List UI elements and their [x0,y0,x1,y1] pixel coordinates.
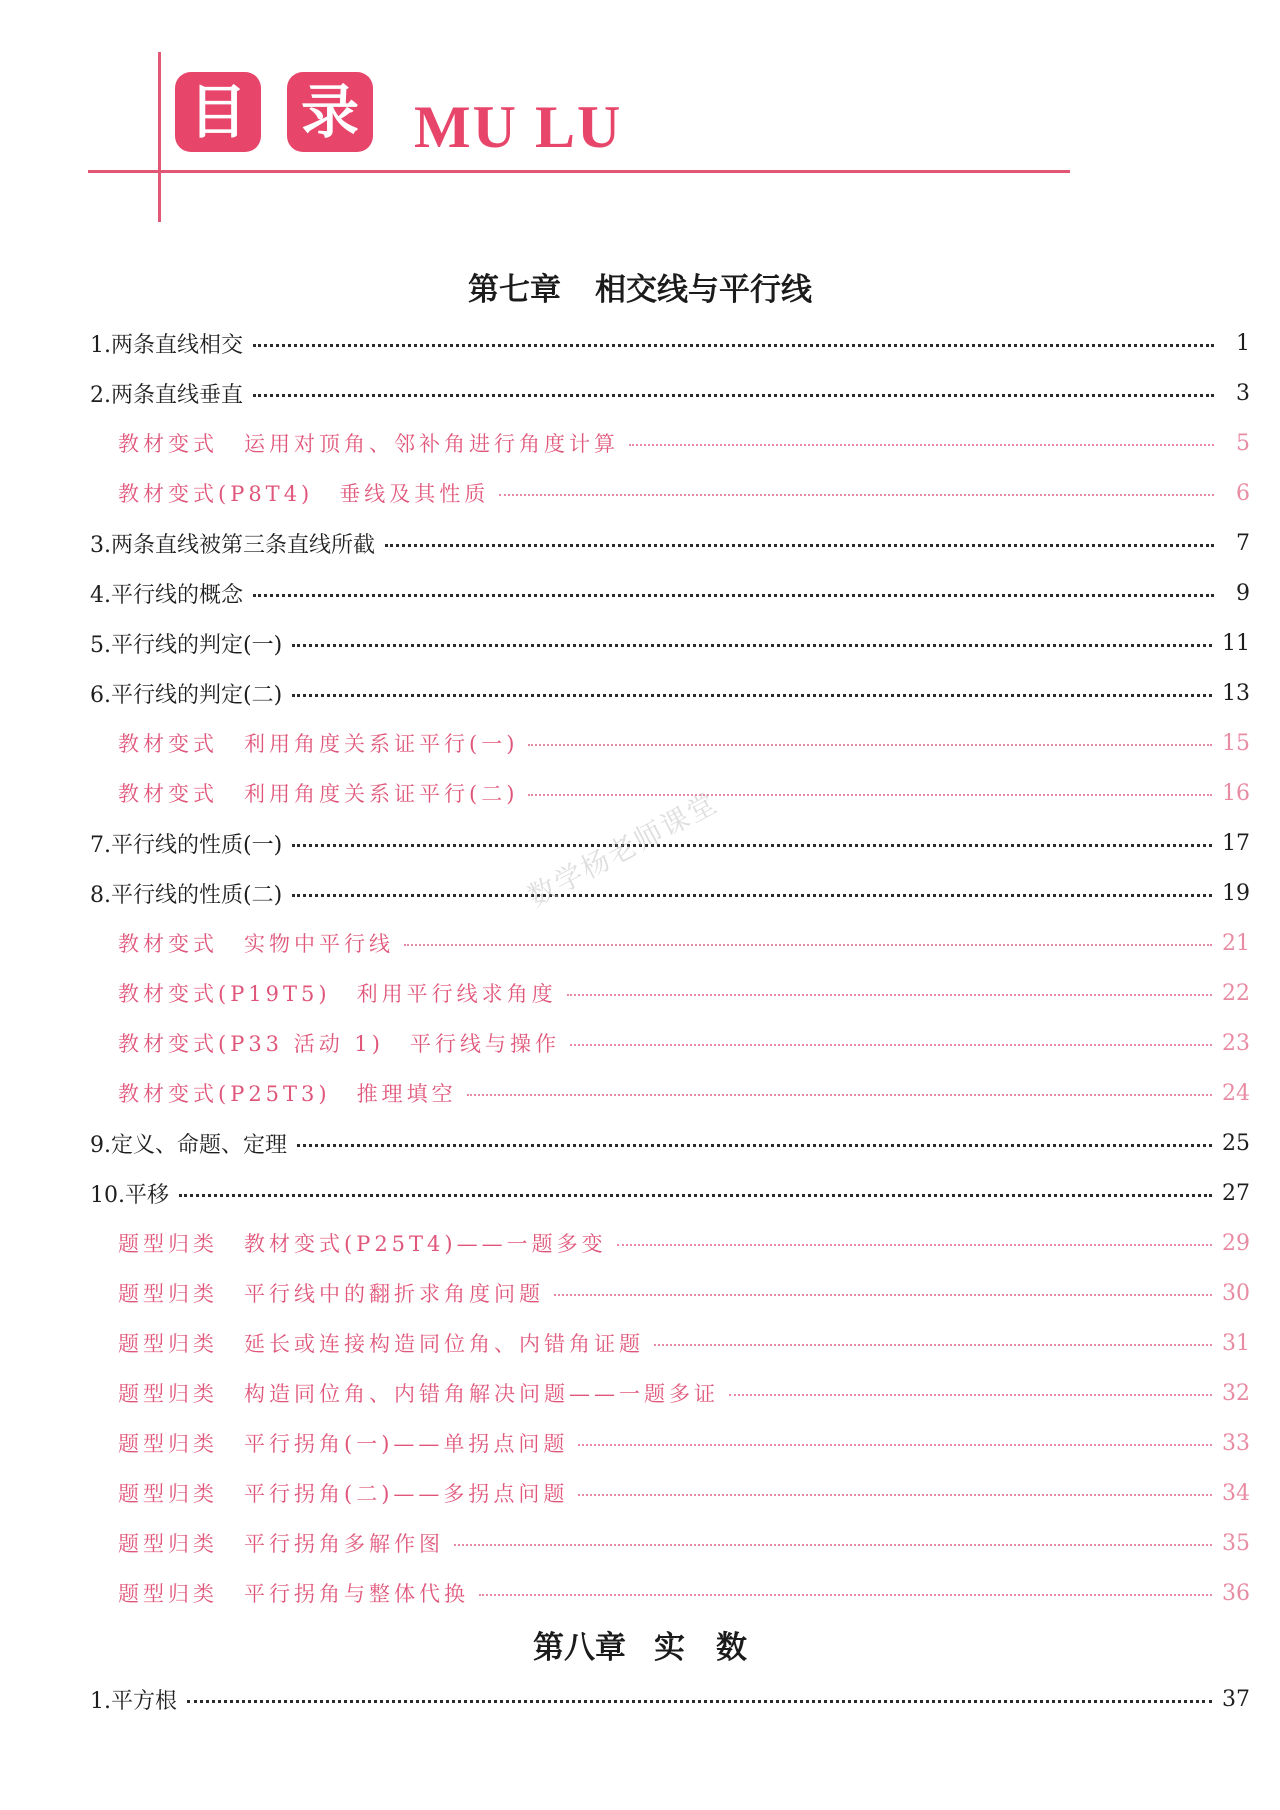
toc-subentry-label: 利用角度关系证平行(一) [244,732,519,756]
toc-subentry[interactable] [118,1476,1250,1510]
dot-leader [654,1344,1212,1346]
toc-entry[interactable] [90,526,1250,560]
toc-entry-page: 1 [1236,330,1250,356]
dot-leader [253,394,1214,397]
header-horizontal-rule [88,170,1070,173]
toc-subentry-tag: 教材变式(P8T4) [118,482,314,506]
dot-leader [617,1244,1212,1246]
toc-subentry-page: 15 [1222,730,1250,756]
toc-subentry[interactable] [118,1226,1250,1260]
dot-leader [528,744,1212,746]
toc-subentry-page: 16 [1222,780,1250,806]
toc-subentry-page: 6 [1236,480,1250,506]
dot-leader [554,1294,1212,1296]
chapter-title: 相交线与平行线 [595,272,812,308]
toc-subentry-tag: 教材变式 [118,782,218,806]
toc-subentry-tag: 教材变式(P25T3) [118,1082,331,1106]
toc-subentry-label: 平行拐角(二)——多拐点问题 [244,1482,569,1506]
toc-subentry[interactable] [118,1426,1250,1460]
toc-entry-page: 9 [1236,580,1250,606]
toc-subentry-page: 29 [1222,1230,1250,1256]
toc-entry[interactable] [90,376,1250,410]
toc-entry[interactable] [90,1682,1250,1716]
toc-subentry-page: 21 [1222,930,1250,956]
toc-entry-label: 5.平行线的判定(一) [90,632,283,658]
toc-entry-page: 19 [1222,880,1250,906]
toc-entry-label: 7.平行线的性质(一) [90,832,283,858]
toc-entry[interactable] [90,326,1250,360]
toc-subentry-label: 延长或连接构造同位角、内错角证题 [244,1332,644,1356]
chapter-number: 第七章 [468,272,561,308]
toc-subentry-page: 30 [1222,1280,1250,1306]
toc-subentry[interactable] [118,1026,1250,1060]
toc-subentry[interactable] [118,1326,1250,1360]
toc-subentry-label: 推理填空 [356,1082,457,1106]
dot-leader [297,1144,1212,1147]
toc-subentry-label: 构造同位角、内错角解决问题——一题多证 [244,1382,719,1406]
toc-subentry-tag: 题型归类 [118,1382,218,1406]
toc-entry-label: 9.定义、命题、定理 [90,1132,287,1158]
dot-leader [454,1544,1212,1546]
toc-subentry-tag: 教材变式(P19T5) [118,982,331,1006]
toc-subentry-page: 36 [1222,1580,1250,1606]
toc-subentry-label: 教材变式(P25T4)——一题多变 [244,1232,607,1256]
dot-leader [404,944,1212,946]
dot-leader [292,844,1212,847]
dot-leader [578,1444,1212,1446]
toc-entry-label: 3.两条直线被第三条直线所截 [90,532,375,558]
toc-entry[interactable] [90,876,1250,910]
toc-subentry[interactable] [118,426,1250,460]
toc-subentry[interactable] [118,1526,1250,1560]
toc-entry-label: 1.两条直线相交 [90,332,243,358]
dot-leader [187,1700,1212,1703]
dot-leader [292,644,1212,647]
toc-subentry-label: 平行线中的翻折求角度问题 [244,1282,544,1306]
toc-subentry[interactable] [118,1576,1250,1610]
chapter-number: 第八章 [533,1630,626,1666]
chapter-7-heading [0,270,1280,310]
toc-subentry-page: 34 [1222,1480,1250,1506]
toc-subentry-label: 运用对顶角、邻补角进行角度计算 [244,432,619,456]
watermark-text: 数学杨老师课堂 [522,785,724,914]
toc-subentry-tag: 教材变式 [118,732,218,756]
chapter-8-heading [0,1628,1280,1668]
toc-subentry-page: 22 [1222,980,1250,1006]
toc-subentry[interactable] [118,976,1250,1010]
toc-subentry[interactable] [118,476,1250,510]
toc-subentry[interactable] [118,726,1250,760]
toc-subentry-tag: 题型归类 [118,1282,218,1306]
dot-leader [528,794,1212,796]
toc-subentry-page: 31 [1222,1330,1250,1356]
toc-subentry-label: 平行拐角与整体代换 [244,1582,469,1606]
dot-leader [385,544,1214,547]
header-vertical-rule [158,52,161,222]
toc-subentry[interactable] [118,1076,1250,1110]
toc-subentry-page: 5 [1236,430,1250,456]
toc-subentry-page: 33 [1222,1430,1250,1456]
dot-leader [253,594,1214,597]
dot-leader [179,1194,1212,1197]
dot-leader [467,1094,1212,1096]
toc-entry-label: 8.平行线的性质(二) [90,882,283,908]
toc-entry-page: 3 [1236,380,1250,406]
toc-entry[interactable] [90,576,1250,610]
header-latin-title: MU LU [414,94,623,160]
dot-leader [567,994,1212,996]
dot-leader [729,1394,1212,1396]
toc-subentry-tag: 题型归类 [118,1332,218,1356]
toc-subentry-label: 平行线与操作 [409,1032,560,1056]
toc-entry-label: 1.平方根 [90,1688,177,1714]
dot-leader [292,694,1212,697]
toc-entry-label: 2.两条直线垂直 [90,382,243,408]
header-char-badge-1: 目 [175,72,261,152]
dot-leader [499,494,1214,496]
toc-subentry[interactable] [118,926,1250,960]
toc-subentry-label: 平行拐角(一)——单拐点问题 [244,1432,569,1456]
toc-entry-label: 10.平移 [90,1182,169,1208]
toc-subentry-label: 平行拐角多解作图 [244,1532,444,1556]
toc-entry[interactable] [90,1126,1250,1160]
toc-entry-page: 17 [1222,830,1250,856]
toc-entry-page: 27 [1222,1180,1250,1206]
dot-leader [292,894,1212,897]
toc-subentry-page: 24 [1222,1080,1250,1106]
toc-subentry-label: 实物中平行线 [244,932,394,956]
toc-subentry-tag: 题型归类 [118,1582,218,1606]
toc-entry-page: 13 [1222,680,1250,706]
toc-subentry-tag: 题型归类 [118,1532,218,1556]
chapter-title: 实 数 [654,1630,747,1666]
toc-subentry-tag: 题型归类 [118,1232,218,1256]
toc-entry-label: 6.平行线的判定(二) [90,682,283,708]
toc-subentry-label: 利用平行线求角度 [356,982,557,1006]
toc-subentry-page: 23 [1222,1030,1250,1056]
dot-leader [253,344,1214,347]
toc-subentry-label: 利用角度关系证平行(二) [244,782,519,806]
toc-entry[interactable] [90,1176,1250,1210]
toc-subentry-page: 32 [1222,1380,1250,1406]
toc-subentry-tag: 题型归类 [118,1432,218,1456]
toc-subentry-tag: 教材变式(P33 活动 1) [118,1032,384,1056]
dot-leader [479,1594,1212,1596]
toc-subentry[interactable] [118,1376,1250,1410]
dot-leader [629,444,1214,446]
toc-entry-page: 11 [1222,630,1250,656]
dot-leader [578,1494,1212,1496]
toc-entry-page: 37 [1222,1686,1250,1712]
toc-entry[interactable] [90,626,1250,660]
toc-entry-page: 7 [1236,530,1250,556]
toc-entry[interactable] [90,676,1250,710]
toc-subentry-tag: 教材变式 [118,432,218,456]
toc-entry-label: 4.平行线的概念 [90,582,243,608]
toc-subentry-page: 35 [1222,1530,1250,1556]
dot-leader [570,1044,1212,1046]
toc-subentry-label: 垂线及其性质 [339,482,490,506]
toc-subentry-tag: 教材变式 [118,932,218,956]
header-char-badge-2: 录 [287,72,373,152]
toc-entry-page: 25 [1222,1130,1250,1156]
toc-subentry[interactable] [118,1276,1250,1310]
toc-subentry-tag: 题型归类 [118,1482,218,1506]
